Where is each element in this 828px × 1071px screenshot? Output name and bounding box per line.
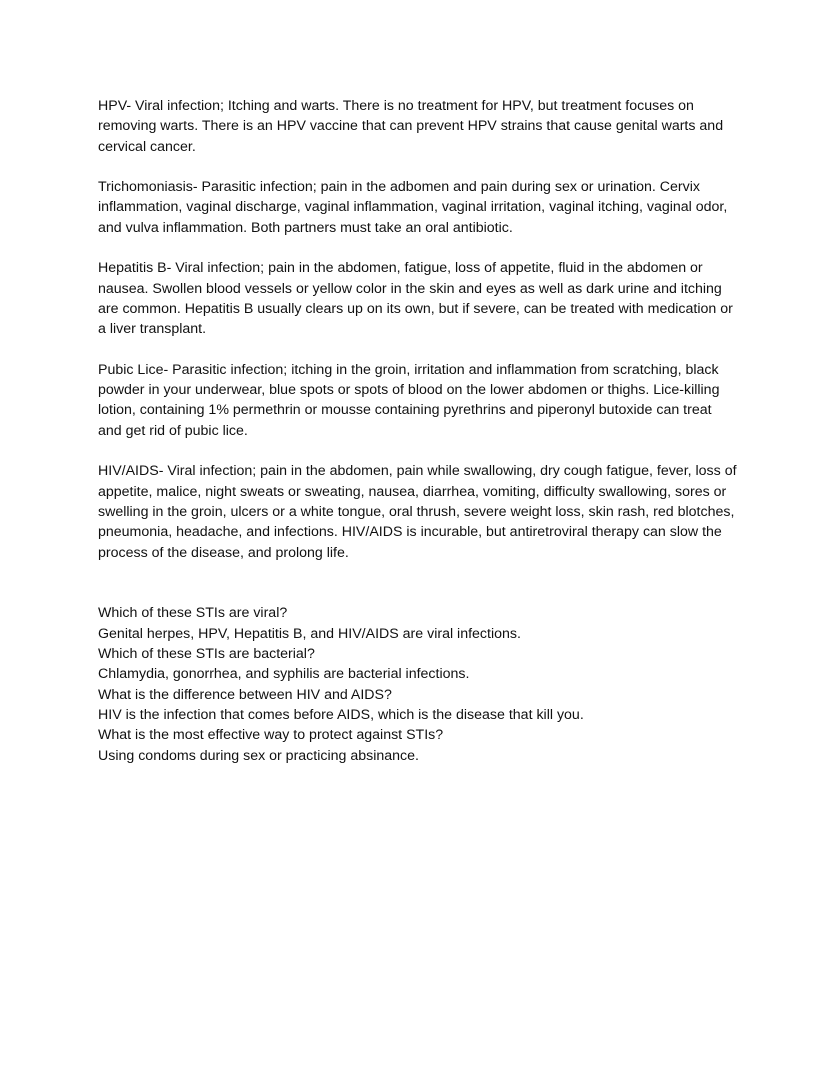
document-page: [98, 96, 738, 766]
paragraph-pubic-lice: Pubic Lice- Parasitic infection; itching in the groin, irritation and inflammation from scratching, black powder in your underwear, blue spots or spots of blood on the lower abdomen or thighs. Lice-killing lotion, containing 1% permethrin or mousse containing pyrethrins and piperonyl butoxide can treat and get rid of pubic lice.: [98, 361, 720, 439]
answer-bacterial: Chlamydia, gonorrhea, and syphilis are bacterial infections.: [98, 666, 470, 683]
question-bacterial: Which of these STIs are bacterial?: [98, 646, 315, 663]
paragraph-hiv-aids: HIV/AIDS- Viral infection; pain in the abdomen, pain while swallowing, dry cough fatigue, fever, loss of appetite, malice, night sweats or sweating, nausea, diarrhea, vomiting, difficulty swallowing, sores or swelling in the groin, ulcers or a white tongue, oral thrush, severe weight loss, skin rash, red blotches, pneumonia, headache, and infections. HIV/AIDS is incurable, but antiretroviral therapy can slow the process of the disease, and prolong life.: [98, 463, 737, 561]
paragraph-hpv: HPV- Viral infection; Itching and warts. There is no treatment for HPV, but treatment focuses on removing warts. There is an HPV vaccine that can prevent HPV strains that cause genital warts and cervical cancer.: [98, 98, 724, 155]
paragraph-trichomoniasis: Trichomoniasis- Parasitic infection; pain in the adbomen and pain during sex or urination. Cervix inflammation, vaginal discharge, vaginal inflammation, vaginal irritation, vaginal itching, vaginal odor, and vulva inflammation. Both partners must take an oral antibiotic.: [98, 179, 728, 236]
question-hiv-vs-aids: What is the difference between HIV and AIDS?: [98, 686, 392, 703]
answer-protection: Using condoms during sex or practicing absinance.: [98, 747, 419, 764]
qa-section: [98, 603, 738, 765]
paragraph-hepatitis-b: Hepatitis B- Viral infection; pain in the abdomen, fatigue, loss of appetite, fluid in the abdomen or nausea. Swollen blood vessels or yellow color in the skin and eyes as well as dark urine and itching are common. Hepatitis B usually clears up on its own, but if severe, can be treated with medication or a liver transplant.: [98, 260, 733, 338]
question-protection: What is the most effective way to protect against STIs?: [98, 727, 444, 744]
answer-viral: Genital herpes, HPV, Hepatitis B, and HIV/AIDS are viral infections.: [98, 625, 521, 642]
answer-hiv-vs-aids: HIV is the infection that comes before AIDS, which is the disease that kill you.: [98, 706, 584, 723]
question-viral: Which of these STIs are viral?: [98, 605, 288, 622]
